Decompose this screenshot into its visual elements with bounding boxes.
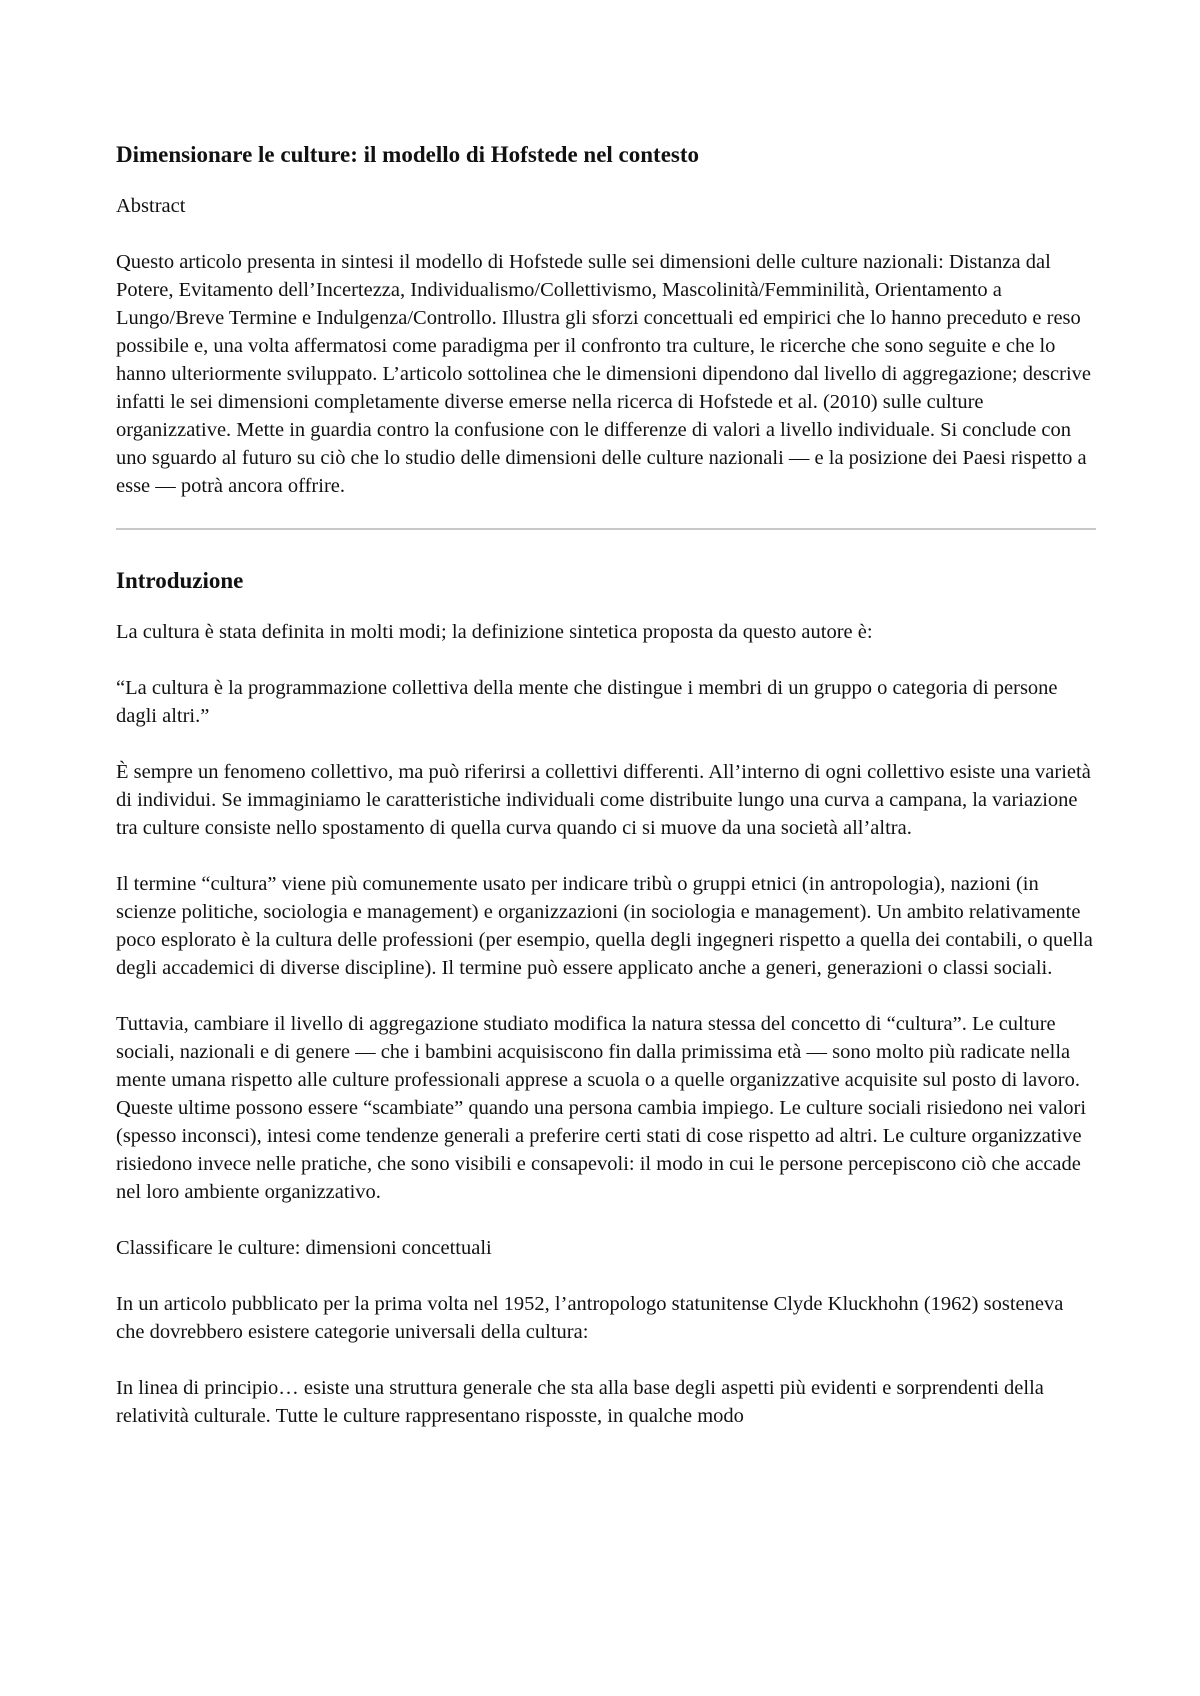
paragraph: La cultura è stata definita in molti modi; la definizione sintetica proposta da questo autore è: [116, 621, 873, 643]
paragraph: Il termine “cultura” viene più comunemente usato per indicare tribù o gruppi etnici (in antropologia), nazioni (in scienze politiche, sociologia e management) e organizzazioni (in sociologia e management). Un ambito relativamente poco esplorato è la cultura delle professioni (per esempio, quella degli ingegneri rispetto a quella dei contabili, o quella degli accademici di diverse discipline). Il termine può essere applicato anche a generi, generazioni o classi sociali. [116, 873, 1093, 979]
intro-heading: Introduzione [116, 568, 244, 593]
abstract-text: Questo articolo presenta in sintesi il modello di Hofstede sulle sei dimensioni delle culture nazionali: Distanza dal Potere, Evitamento dell’Incertezza, Individualismo/Collettivismo, Mascolinità/Femminilità, Orientamento a Lungo/Breve Termine e Indulgenza/Controllo. Illustra gli sforzi concettuali ed empirici che lo hanno preceduto e reso possibile e, una volta affermatosi come paradigma per il confronto tra culture, le ricerche che sono seguite e che lo hanno ulteriormente sviluppato. L’articolo sottolinea che le dimensioni dipendono dal livello di aggregazione; descrive infatti le sei dimensioni completamente diverse emerse nella ricerca di Hofstede et al. (2010) sulle culture organizzative. Mette in guardia contro la confusione con le differenze di valori a livello individuale. Si conclude con uno sguardo al futuro su ciò che lo studio delle dimensioni delle culture nazionali — e la posizione dei Paesi rispetto a esse — potrà ancora offrire. [116, 251, 1092, 497]
document-title: Dimensionare le culture: il modello di Hofstede nel contesto [116, 142, 700, 167]
paragraph: Tuttavia, cambiare il livello di aggregazione studiato modifica la natura stessa del concetto di “cultura”. Le culture sociali, nazionali e di genere — che i bambini acquisiscono fin dalla primissima età — sono molto più radicate nella mente umana rispetto alle culture professionali apprese a scuola o a quelle organizzative acquisite sul posto di lavoro. Queste ultime possono essere “scambiate” quando una persona cambia impiego. Le culture sociali risiedono nei valori (spesso inconsci), intesi come tendenze generali a preferire certi stati di cose rispetto ad altri. Le culture organizzative risiedono invece nelle pratiche, che sono visibili e consapevoli: il modo in cui le persone percepiscono ciò che accade nel loro ambiente organizzativo. [116, 1013, 1087, 1203]
paragraph: In un articolo pubblicato per la prima volta nel 1952, l’antropologo statunitense Clyde Kluckhohn (1962) sosteneva che dovrebbero esistere categorie universali della cultura: [116, 1293, 1064, 1343]
subheading-classifying-cultures: Classificare le culture: dimensioni concettuali [116, 1237, 492, 1259]
abstract-label: Abstract [116, 195, 186, 217]
document-page [116, 140, 1096, 1458]
section-divider [116, 528, 1096, 530]
paragraph: È sempre un fenomeno collettivo, ma può riferirsi a collettivi differenti. All’interno di ogni collettivo esiste una varietà di individui. Se immaginiamo le caratteristiche individuali come distribuite lungo una curva a campana, la variazione tra culture consiste nello spostamento di quella curva quando ci si muove da una società all’altra. [116, 761, 1091, 839]
quote-kluckhohn: In linea di principio… esiste una struttura generale che sta alla base degli aspetti più evidenti e sorprendenti della relatività culturale. Tutte le culture rappresentano risposste, in qualche modo [116, 1377, 1044, 1427]
quote-definition: “La cultura è la programmazione collettiva della mente che distingue i membri di un gruppo o categoria di persone dagli altri.” [116, 677, 1058, 727]
